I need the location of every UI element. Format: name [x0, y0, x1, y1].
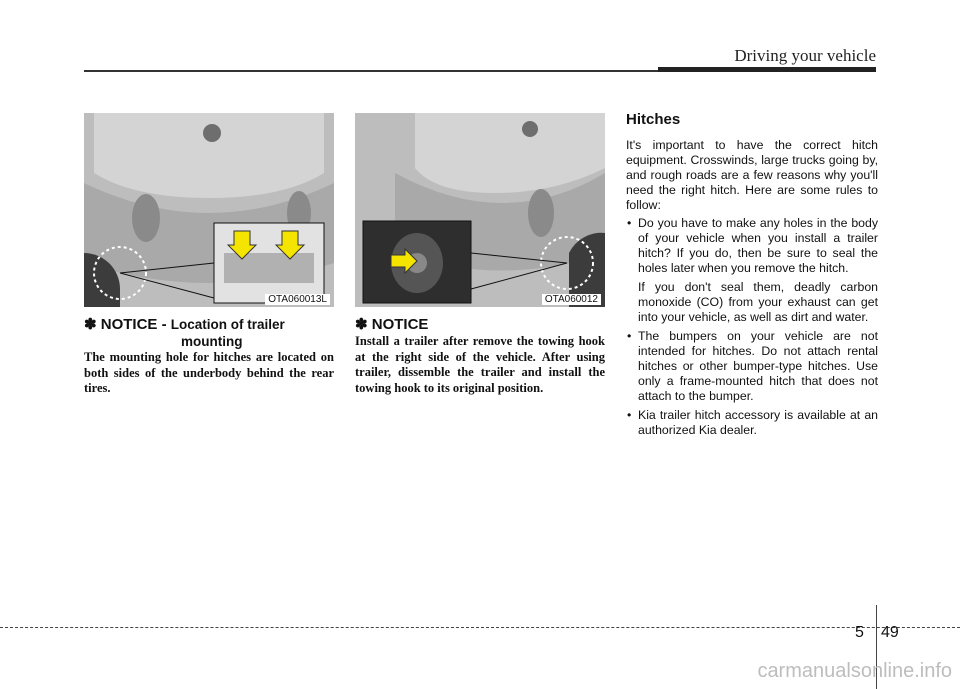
figure-trailer-mounting	[84, 113, 334, 307]
hitches-intro: It's important to have the correct hitch equipment. Crosswinds, large trucks going by, and rough roads are a few reasons why you'll need the right hitch. Here are some rules to follow:	[626, 138, 878, 212]
header-rule-accent	[658, 67, 876, 72]
notice-heading-mounting	[84, 316, 336, 350]
figure-caption: OTA060012	[542, 294, 601, 305]
figure-caption: OTA060013L	[265, 294, 330, 305]
notice-body-mounting: The mounting hole for hitches are located on both sides of the underbody behind the rear tires.	[84, 350, 334, 395]
notice-heading-towing	[355, 316, 607, 333]
notice-subtitle-cont: mounting	[181, 334, 243, 349]
hitches-section	[626, 111, 878, 442]
notice-subtitle: Location of trailer	[170, 317, 285, 332]
star-icon: ✽	[84, 316, 97, 333]
page-section-number: 5	[855, 624, 864, 641]
list-item: • The bumpers on your vehicle are not intended for hitches. Do not attach rental hitches or other bumper-type hitches. Use only a frame-mounted hitch that does not attach to the bumper.	[626, 329, 878, 404]
list-item-followup: If you don't seal them, deadly carbon monoxide (CO) from your exhaust can get into your vehicle, as well as dirt and water.	[638, 280, 878, 324]
list-item: • Do you have to make any holes in the body of your vehicle when you install a trailer hitch? If you do, then be sure to seal the holes later when you remove the hitch.	[626, 216, 878, 276]
section-title: Driving your vehicle	[734, 46, 876, 65]
page-number: 49	[881, 624, 899, 641]
star-icon: ✽	[355, 316, 368, 333]
car-rear-illustration-1	[84, 113, 334, 307]
hitches-heading: Hitches	[626, 111, 681, 128]
footer-rule	[0, 627, 960, 628]
figure-towing-hook	[355, 113, 605, 307]
list-item: • Kia trailer hitch accessory is available at an authorized Kia dealer.	[626, 408, 878, 438]
notice-title: NOTICE	[371, 316, 429, 333]
car-rear-illustration-2	[355, 113, 605, 307]
notice-title: NOTICE -	[100, 316, 171, 333]
watermark: carmanualsonline.info	[757, 660, 952, 682]
notice-body-towing: Install a trailer after remove the towing hook at the right side of the vehicle. After using trailer, dissemble the trailer and install the towing hook to its original position.	[355, 334, 605, 395]
